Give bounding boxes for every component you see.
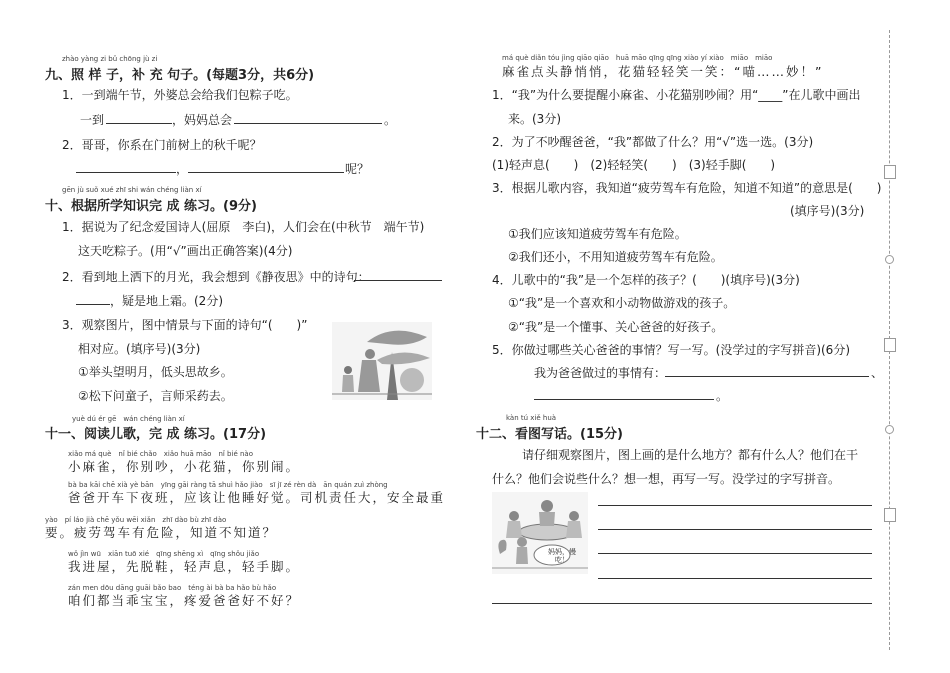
right-q5-lead: 我为爸爸做过的事情有： — [534, 366, 667, 380]
poem-line: 我进屋，先脱鞋，轻声息，轻手脚。 — [68, 559, 301, 574]
answer-line[interactable] — [188, 172, 344, 173]
poem-end-line: 麻雀点头静悄悄，花猫轻轻笑一笑：“喵……妙！” — [502, 64, 824, 79]
sec10-q1-a: 1．据说为了纪念爱国诗人(屈原 李白)，人们会在(中秋节 端午节) — [62, 220, 425, 234]
poem-end-pinyin: má què diǎn tóu jìng qiāo qiāo huā māo qīng qīng xiào yí xiào miāo miāo — [502, 54, 773, 62]
sec9-q1-fill-a: 一到 — [80, 113, 105, 127]
sec10-q2-b: ，疑是地上霜。(2分) — [110, 294, 223, 308]
binding-mark — [884, 508, 896, 522]
sec10-q3-a: 3．观察图片，图中情景与下面的诗句“( )” — [62, 318, 308, 332]
sec10-q1-b: 这天吃粽子。(用“√”画出正确答案)(4分) — [78, 244, 293, 258]
sec9-q1-fill-b: ，妈妈总会 — [172, 113, 233, 127]
answer-line[interactable] — [76, 304, 110, 305]
writing-line[interactable] — [492, 603, 872, 604]
right-q5-end: 。 — [716, 389, 729, 403]
sec10-q3-opt1: ①举头望明月，低头思故乡。 — [78, 365, 233, 379]
right-q2: 2．为了不吵醒爸爸，“我”都做了什么？用“√”选一选。(3分) — [492, 135, 814, 149]
writing-line[interactable] — [598, 505, 872, 506]
sec10-title: 十、根据所学知识完 成 练习。(9分) — [45, 199, 257, 214]
poem-line-pinyin: xiǎo má què nǐ bié chǎo xiǎo huā māo nǐ bié nào — [68, 450, 253, 458]
sec9-q2: 2．哥哥，你系在门前树上的秋千呢？ — [62, 138, 262, 152]
sec12-prompt-b: 什么？他们会说些什么？想一想，再写一写。没学过的字写拼音。 — [492, 472, 841, 486]
sec9-q2-comma: ， — [176, 162, 189, 176]
writing-line[interactable] — [598, 578, 872, 579]
poem-line-pinyin: yào pí láo jià chē yǒu wēi xiǎn zhī dào bù zhī dào — [45, 516, 227, 524]
answer-line[interactable] — [354, 280, 442, 281]
right-q3-opt1: ①我们应该知道疲劳驾车有危险。 — [508, 227, 687, 241]
poem-line-pinyin: zán men dōu dāng guāi bǎo bao téng ài bà ba hǎo bù hǎo — [68, 584, 277, 592]
speech-bubble-text: 妈妈，慢吃！ — [548, 548, 576, 564]
right-q1-a: 1．“我”为什么要提醒小麻雀、小花猫别吵闹？用“____”在儿歌中画出 — [492, 88, 861, 102]
poem-line-pinyin: wǒ jìn wū xiān tuō xié qīng shēng xì qīng shǒu jiǎo — [68, 550, 260, 558]
right-q3-b: (填序号)(3分) — [790, 204, 865, 218]
right-q4-opt2: ②“我”是一个懂事、关心爸爸的好孩子。 — [508, 320, 724, 334]
sec12-title: 十二、看图写话。(15分) — [476, 427, 623, 442]
sec9-title: 九、照 样 子，补 充 句子。(每题3分，共6分) — [45, 68, 315, 83]
poem-line: 爸爸开车下夜班，应该让他睡好觉。司机责任大，安全最重 — [68, 490, 446, 505]
right-q2-options[interactable]: (1)轻声息( ) (2)轻轻笑( ) (3)轻手脚( ) — [492, 158, 776, 172]
sec9-q1: 1．一到端午节，外婆总会给我们包粽子吃。 — [62, 88, 298, 102]
sec9-q2-end: 呢？ — [345, 162, 370, 176]
poem-line: 小麻雀，你别吵，小花猫，你别闹。 — [68, 459, 301, 474]
sec11-pinyin: yuè dú ér gē wán chéng liàn xí — [72, 415, 185, 423]
right-q1-b: 来。(3分) — [508, 112, 561, 126]
poem-line: 咱们都当乖宝宝，疼爱爸爸好不好？ — [68, 593, 301, 608]
right-q5-comma: 、 — [871, 366, 884, 380]
sec9-q1-end: 。 — [384, 113, 397, 127]
right-q4-opt1: ①“我”是一个喜欢和小动物做游戏的孩子。 — [508, 296, 736, 310]
answer-line[interactable] — [76, 172, 176, 173]
pine-tree-illustration — [332, 322, 432, 400]
right-q3-opt2: ②我们还小，不用知道疲劳驾车有危险。 — [508, 250, 723, 264]
writing-line[interactable] — [598, 553, 872, 554]
sec11-title: 十一、阅读儿歌，完 成 练习。(17分) — [45, 427, 267, 442]
poem-line: 要。疲劳驾车有危险，知道不知道？ — [45, 525, 278, 540]
sec10-q3-b: 相对应。(填序号)(3分) — [78, 342, 201, 356]
answer-line[interactable] — [234, 123, 382, 124]
answer-line[interactable] — [534, 399, 714, 400]
binding-hole — [885, 255, 894, 264]
binding-mark — [884, 338, 896, 352]
sec10-q2-a: 2．看到地上洒下的月光，我会想到《静夜思》中的诗句： — [62, 270, 370, 284]
sec9-pinyin: zhào yàng zi bǔ chōng jù zi — [62, 55, 158, 63]
answer-line[interactable] — [106, 123, 172, 124]
right-q4: 4．儿歌中的“我”是一个怎样的孩子？( )(填序号)(3分) — [492, 273, 800, 287]
writing-line[interactable] — [598, 529, 872, 530]
poem-line-pinyin: bà ba kāi chē xià yè bān yīng gāi ràng tā shuì hǎo jiào sī jī zé rèn dà ān quán zuì zhòng — [68, 481, 388, 489]
sec12-pinyin: kàn tú xiě huà — [506, 414, 557, 422]
sec10-q3-opt2: ②松下问童子，言师采药去。 — [78, 389, 233, 403]
answer-line[interactable] — [665, 376, 869, 377]
sec12-prompt-a: 请仔细观察图片，图上画的是什么地方？都有什么人？他们在干 — [522, 448, 859, 462]
binding-hole — [885, 425, 894, 434]
binding-mark — [884, 165, 896, 179]
right-q3-a: 3．根据儿歌内容，我知道“疲劳驾车有危险，知道不知道”的意思是( ) — [492, 181, 882, 195]
sec10-pinyin: gēn jù suǒ xué zhī shi wán chéng liàn xí — [62, 186, 202, 194]
right-q5: 5．你做过哪些关心爸爸的事情？写一写。(没学过的字写拼音)(6分) — [492, 343, 850, 357]
